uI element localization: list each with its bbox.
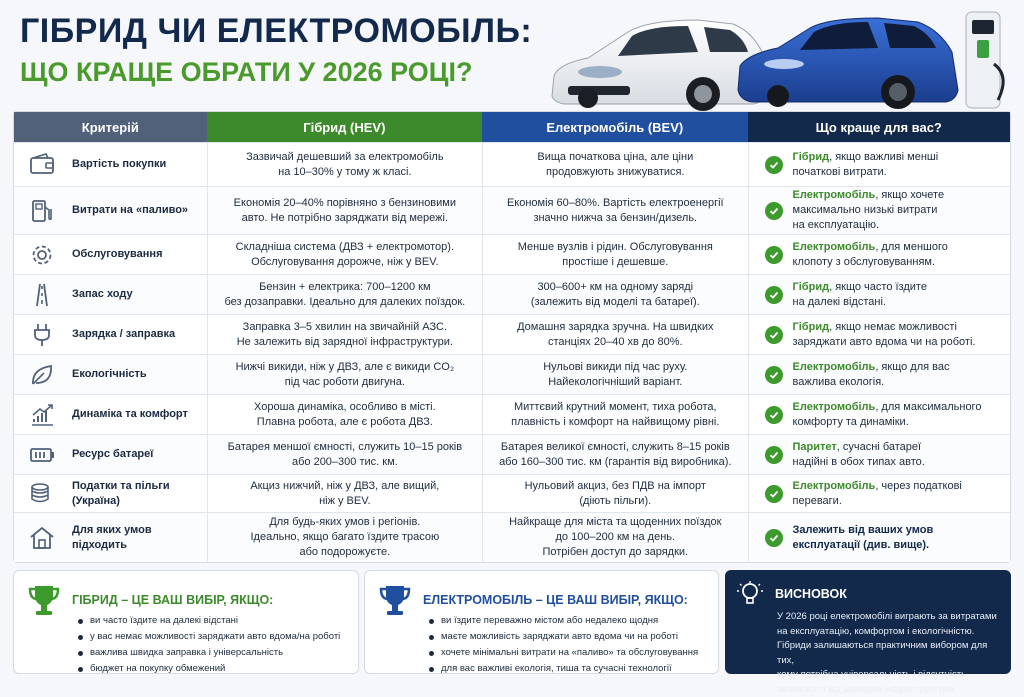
recommendation-text: [793, 360, 950, 390]
lightbulb-icon: [737, 581, 763, 607]
hybrid-text-line: Ідеально, якщо багато їздите трасою: [250, 530, 439, 545]
criterion-cell: [14, 395, 207, 434]
check-icon: [765, 446, 783, 464]
charging-station-icon: [966, 12, 1003, 108]
recommendation-cell: [748, 187, 1010, 234]
table-row: [14, 274, 1010, 314]
electric-text-line: (залежить від моделі та батареї).: [531, 295, 700, 310]
electric-text-line: Нульовий акциз, без ПДВ на імпорт: [525, 479, 706, 494]
electric-text-line: Найкраще для міста та щоденних поїздок: [509, 515, 721, 530]
criterion-cell: [14, 475, 207, 512]
hybrid-text-line: Батарея меншої ємності, служить 10–15 років: [228, 440, 463, 455]
list-item: ви їздите переважно містом або недалеко щодня: [429, 613, 706, 629]
recommendation-text: [793, 440, 925, 470]
electric-text-line: (діють пільги).: [525, 494, 706, 509]
recommendation-line: на далекі відстані.: [793, 295, 927, 310]
recommendation-choice: Гібрид: [793, 321, 830, 333]
electric-text-line: Потрібен доступ до зарядки.: [509, 545, 721, 560]
recommendation-cell: [748, 435, 1010, 474]
chart-growth-icon: [28, 401, 56, 429]
comparison-table: [13, 111, 1011, 563]
conclusion-box: [725, 570, 1011, 674]
recommendation-line: Електромобіль, якщо хочете: [793, 188, 945, 203]
column-header: Що краще для вас?: [748, 112, 1010, 142]
hybrid-text-line: Складніша система (ДВЗ + електромотор).: [236, 240, 454, 255]
recommendation-line: Гібрид, якщо часто їздите: [793, 280, 927, 295]
recommendation-line: переваги.: [793, 494, 962, 509]
column-header: Критерій: [14, 112, 207, 142]
recommendation-cell: [748, 475, 1010, 512]
electric-text-line: значно нижча за бензин/дизель.: [507, 211, 724, 226]
hybrid-text-line: або 200–300 тис. км.: [228, 455, 463, 470]
recommendation-line: Гібрид, якщо немає можливості: [793, 320, 976, 335]
table-row: [14, 354, 1010, 394]
criterion-cell: [14, 143, 207, 186]
hybrid-text-line: Обслуговування дорожче, ніж у BEV.: [236, 255, 454, 270]
criterion-cell: [14, 275, 207, 314]
criterion-cell: [14, 315, 207, 354]
table-row: [14, 142, 1010, 186]
table-row: [14, 186, 1010, 234]
conclusion-line: У 2026 році електромобілі виграють за витратами: [777, 610, 999, 625]
criterion-label: Для яких умов підходить: [72, 523, 199, 553]
recommendation-choice: Електромобіль: [793, 361, 876, 373]
electric-text-line: Найекологічніший варіант.: [543, 375, 687, 390]
page-header: [20, 10, 580, 105]
list-item: у вас немає можливості заряджати авто вдома/на роботі: [78, 629, 346, 645]
hybrid-text-line: Не залежить від зарядної інфраструктури.: [237, 335, 453, 350]
electric-car-icon: [738, 18, 958, 109]
criterion-label: Податки та пільги (Україна): [72, 479, 182, 509]
recommendation-line: експлуатації (див. вище).: [793, 538, 934, 553]
electric-text-line: станціях 20–40 хв до 80%.: [517, 335, 713, 350]
electric-box-title: ЕЛЕКТРОМОБІЛЬ – ЦЕ ВАШ ВИБІР, ЯКЩО:: [423, 593, 688, 607]
recommendation-line: Електромобіль, через податкові: [793, 479, 962, 494]
recommendation-cell: [748, 315, 1010, 354]
criterion-cell: [14, 235, 207, 274]
table-header: [14, 112, 1010, 142]
check-icon: [765, 156, 783, 174]
recommendation-line: важлива екологія.: [793, 375, 950, 390]
electric-text-line: продовжують знижуватися.: [537, 165, 693, 180]
recommendation-line: Гібрид, якщо важливі менші: [793, 150, 939, 165]
battery-icon: [28, 441, 56, 469]
electric-cell: [482, 435, 747, 474]
hybrid-text-line: без дозаправки. Ідеально для далеких поїздок.: [224, 295, 465, 310]
recommendation-cell: [748, 513, 1010, 562]
hybrid-cell: [207, 275, 482, 314]
trophy-icon: [26, 582, 62, 618]
electric-cell: [482, 315, 747, 354]
hybrid-text-line: під час роботи двигуна.: [236, 375, 455, 390]
criterion-cell: [14, 435, 207, 474]
check-icon: [765, 485, 783, 503]
hybrid-cell: [207, 475, 482, 512]
electric-text-line: 300–600+ км на одному заряді: [531, 280, 700, 295]
criterion-label: Динаміка та комфорт: [72, 407, 188, 422]
electric-cell: [482, 275, 747, 314]
check-icon: [765, 529, 783, 547]
page-subtitle: ЩО КРАЩЕ ОБРАТИ У 2026 РОЦІ?: [20, 52, 580, 92]
recommendation-cell: [748, 275, 1010, 314]
electric-text-line: або 160–300 тис. км (гарантія від виробника).: [499, 455, 731, 470]
check-icon: [765, 246, 783, 264]
electric-text-line: Економія 60–80%. Вартість електроенергії: [507, 196, 724, 211]
hybrid-cell: [207, 513, 482, 562]
table-row: [14, 474, 1010, 512]
electric-cell: [482, 187, 747, 234]
list-item: ви часто їздите на далекі відстані: [78, 613, 346, 629]
recommendation-choice: Електромобіль: [793, 401, 876, 413]
hybrid-cell: [207, 435, 482, 474]
plug-icon: [28, 321, 56, 349]
hybrid-cell: [207, 395, 482, 434]
recommendation-text: [793, 523, 934, 553]
wallet-icon: [28, 151, 56, 179]
recommendation-line: Електромобіль, якщо для вас: [793, 360, 950, 375]
recommendation-choice: Електромобіль: [793, 189, 876, 201]
recommendation-choice: Електромобіль: [793, 480, 876, 492]
criterion-label: Витрати на «паливо»: [72, 203, 188, 218]
electric-cell: [482, 475, 747, 512]
electric-text-line: Миттєвий крутний момент, тиха робота,: [511, 400, 719, 415]
house-icon: [28, 524, 56, 552]
recommendation-line: Електромобіль, для меншого: [793, 240, 948, 255]
electric-text-line: Нульові викиди під час руху.: [543, 360, 687, 375]
column-header: Гібрид (HEV): [207, 112, 482, 142]
column-header: Електромобіль (BEV): [482, 112, 747, 142]
hybrid-text-line: Для будь-яких умов і регіонів.: [250, 515, 439, 530]
recommendation-text: [793, 400, 982, 430]
list-item: для вас важливі екологія, тиша та сучасні технології: [429, 661, 706, 677]
electric-list: [429, 613, 706, 677]
conclusion-title: ВИСНОВОК: [775, 587, 847, 601]
leaf-icon: [28, 361, 56, 389]
hybrid-cell: [207, 187, 482, 234]
electric-text-line: Батарея великої ємності, служить 8–15 років: [499, 440, 731, 455]
recommendation-text: [793, 240, 948, 270]
electric-cell: [482, 355, 747, 394]
hybrid-text-line: Економія 20–40% порівняно з бензиновими: [234, 196, 456, 211]
hybrid-text-line: Нижчі викиди, ніж у ДВЗ, але є викиди CO₂: [236, 360, 455, 375]
check-icon: [765, 406, 783, 424]
criterion-label: Вартість покупки: [72, 157, 166, 172]
electric-cell: [482, 235, 747, 274]
recommendation-choice: Гібрид: [793, 151, 830, 163]
road-icon: [28, 281, 56, 309]
hybrid-cell: [207, 143, 482, 186]
gear-icon: [28, 241, 56, 269]
hybrid-text-line: або подорожуєте.: [250, 545, 439, 560]
criterion-cell: [14, 513, 207, 562]
recommendation-line: Паритет, сучасні батареї: [793, 440, 925, 455]
criterion-label: Екологічність: [72, 367, 147, 382]
criterion-cell: [14, 187, 207, 234]
hybrid-text-line: на 10–30% у тому ж класі.: [246, 165, 444, 180]
trophy-icon: [377, 582, 413, 618]
recommendation-choice: Електромобіль: [793, 241, 876, 253]
hybrid-text-line: Плавна робота, але є робота ДВЗ.: [254, 415, 436, 430]
recommendation-text: [793, 320, 976, 350]
recommendation-text: [793, 150, 939, 180]
table-row: [14, 314, 1010, 354]
recommendation-line: початкові витрати.: [793, 165, 939, 180]
hybrid-cell: [207, 355, 482, 394]
criterion-label: Обслуговування: [72, 247, 163, 262]
fuel-pump-icon: [28, 197, 56, 225]
recommendation-text: [793, 188, 945, 233]
recommendation-line: надійні в обох типах авто.: [793, 455, 925, 470]
electric-cell: [482, 143, 747, 186]
hybrid-text-line: Акциз нижчий, ніж у ДВЗ, але вищий,: [250, 479, 439, 494]
recommendation-text: [793, 479, 962, 509]
hybrid-text-line: Хороша динаміка, особливо в місті.: [254, 400, 436, 415]
conclusion-line: залежності від зарядної інфраструктури.: [777, 683, 999, 697]
recommendation-line: комфорту та динаміки.: [793, 415, 982, 430]
coins-icon: [28, 480, 56, 508]
list-item: маєте можливість заряджати авто вдома чи на роботі: [429, 629, 706, 645]
table-row: [14, 512, 1010, 562]
recommendation-cell: [748, 235, 1010, 274]
recommendation-line: Електромобіль, для максимального: [793, 400, 982, 415]
cars-illustration: [548, 6, 1018, 114]
list-item: хочете мінімальні витрати на «паливо» та обслуговування: [429, 645, 706, 661]
hybrid-choice-box: [13, 570, 359, 674]
check-icon: [765, 326, 783, 344]
conclusion-text: [777, 610, 999, 697]
recommendation-line: на експлуатацію.: [793, 218, 945, 233]
hybrid-text-line: авто. Не потрібно заряджати від мережі.: [234, 211, 456, 226]
electric-text-line: Домашня зарядка зручна. На швидких: [517, 320, 713, 335]
hybrid-cell: [207, 315, 482, 354]
recommendation-line: клопоту з обслуговуванням.: [793, 255, 948, 270]
electric-text-line: Вища початкова ціна, але ціни: [537, 150, 693, 165]
table-row: [14, 234, 1010, 274]
conclusion-line: на експлуатацію, комфортом і екологічністю.: [777, 625, 999, 640]
conclusion-line: Гібриди залишаються практичним вибором для тих,: [777, 639, 999, 668]
recommendation-line: заряджати авто вдома чи на роботі.: [793, 335, 976, 350]
check-icon: [765, 286, 783, 304]
criterion-label: Запас ходу: [72, 287, 133, 302]
recommendation-cell: [748, 143, 1010, 186]
hybrid-cell: [207, 235, 482, 274]
hybrid-text-line: Зазвичай дешевший за електромобіль: [246, 150, 444, 165]
electric-text-line: до 100–200 км на день.: [509, 530, 721, 545]
recommendation-line: Залежить від ваших умов: [793, 523, 934, 538]
conclusion-line: кому потрібна універсальність і відсутність: [777, 668, 999, 683]
criterion-cell: [14, 355, 207, 394]
check-icon: [765, 366, 783, 384]
electric-cell: [482, 395, 747, 434]
recommendation-cell: [748, 395, 1010, 434]
recommendation-choice: Гібрид: [793, 281, 830, 293]
electric-text-line: простіше і дешевше.: [518, 255, 713, 270]
table-row: [14, 394, 1010, 434]
electric-text-line: плавність і комфорт на найвищому рівні.: [511, 415, 719, 430]
electric-choice-box: [364, 570, 719, 674]
check-icon: [765, 202, 783, 220]
hybrid-text-line: Заправка 3–5 хвилин на звичайній АЗС.: [237, 320, 453, 335]
hybrid-text-line: ніж у BEV.: [250, 494, 439, 509]
hybrid-list: [78, 613, 346, 677]
electric-cell: [482, 513, 747, 562]
recommendation-cell: [748, 355, 1010, 394]
recommendation-choice: Паритет: [793, 441, 837, 453]
recommendation-text: [793, 280, 927, 310]
list-item: важлива швидка заправка і універсальність: [78, 645, 346, 661]
electric-text-line: Менше вузлів і рідин. Обслуговування: [518, 240, 713, 255]
hybrid-car-icon: [552, 20, 766, 111]
list-item: бюджет на покупку обмежений: [78, 661, 346, 677]
hybrid-text-line: Бензин + електрика: 700–1200 км: [224, 280, 465, 295]
hybrid-box-title: ГІБРИД – ЦЕ ВАШ ВИБІР, ЯКЩО:: [72, 593, 273, 607]
criterion-label: Зарядка / заправка: [72, 327, 175, 342]
page-title: ГІБРИД ЧИ ЕЛЕКТРОМОБІЛЬ:: [20, 10, 580, 52]
criterion-label: Ресурс батареї: [72, 447, 153, 462]
recommendation-line: максимально низькі витрати: [793, 203, 945, 218]
table-row: [14, 434, 1010, 474]
